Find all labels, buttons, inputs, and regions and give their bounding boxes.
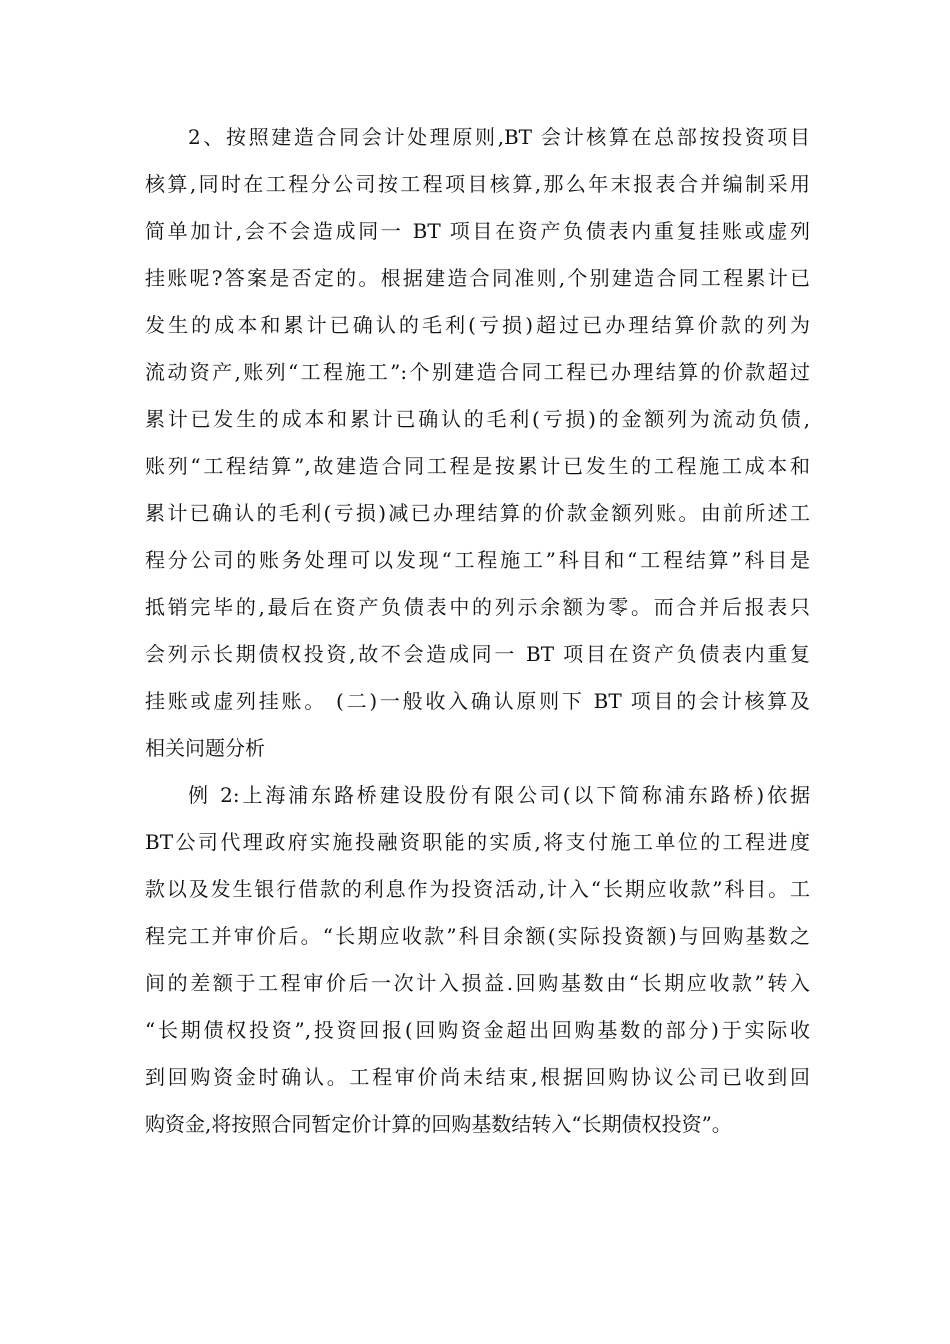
text-line: BT公司代理政府实施投融资职能的实质,将支付施工单位的工程进度 (145, 830, 810, 854)
text-line: 抵销完毕的,最后在资产负债表中的列示余额为零。而合并后报表只 (145, 595, 810, 619)
text-line: 挂账呢?答案是否定的。根据建造合同准则,个别建造合同工程累计已 (145, 266, 810, 290)
text-line: 到回购资金时确认。工程审价尚未结束,根据回购协议公司已收到回 (145, 1065, 810, 1089)
text-line: 相关问题分析 (145, 736, 265, 760)
text-line: 流动资产,账列“工程施工”:个别建造合同工程已办理结算的价款超过 (145, 360, 810, 384)
text-line: 简单加计,会不会造成同一 BT 项目在资产负债表内重复挂账或虚列 (145, 219, 810, 243)
text-line: 间的差额于工程审价后一次计入损益.回购基数由“长期应收款”转入 (145, 971, 810, 995)
text-line: 挂账或虚列挂账。 (二)一般收入确认原则下 BT 项目的会计核算及 (145, 689, 810, 713)
text-line: 累计已确认的毛利(亏损)减已办理结算的价款金额列账。由前所述工 (145, 501, 810, 525)
text-line: 程完工并审价后。“长期应收款”科目余额(实际投资额)与回购基数之 (145, 924, 810, 948)
text-line: 款以及发生银行借款的利息作为投资活动,计入“长期应收款”科目。工 (145, 877, 810, 901)
text-line: 账列“工程结算”,故建造合同工程是按累计已发生的工程施工成本和 (145, 454, 810, 478)
text-line: 核算,同时在工程分公司按工程项目核算,那么年末报表合并编制采用 (145, 172, 810, 196)
text-line: “长期债权投资”,投资回报(回购资金超出回购基数的部分)于实际收 (145, 1018, 810, 1042)
text-line: 程分公司的账务处理可以发现“工程施工”科目和“工程结算”科目是 (145, 548, 810, 572)
text-line: 例 2:上海浦东路桥建设股份有限公司(以下简称浦东路桥)依据 (188, 783, 810, 807)
text-line: 购资金,将按照合同暂定价计算的回购基数结转入“长期债权投资”。 (145, 1112, 732, 1136)
text-line: 发生的成本和累计已确认的毛利(亏损)超过已办理结算价款的列为 (145, 313, 810, 337)
text-line: 2、按照建造合同会计处理原则,BT 会计核算在总部按投资项目 (188, 125, 810, 149)
text-line: 累计已发生的成本和累计已确认的毛利(亏损)的金额列为流动负债, (145, 407, 810, 431)
text-line: 会列示长期债权投资,故不会造成同一 BT 项目在资产负债表内重复 (145, 642, 810, 666)
